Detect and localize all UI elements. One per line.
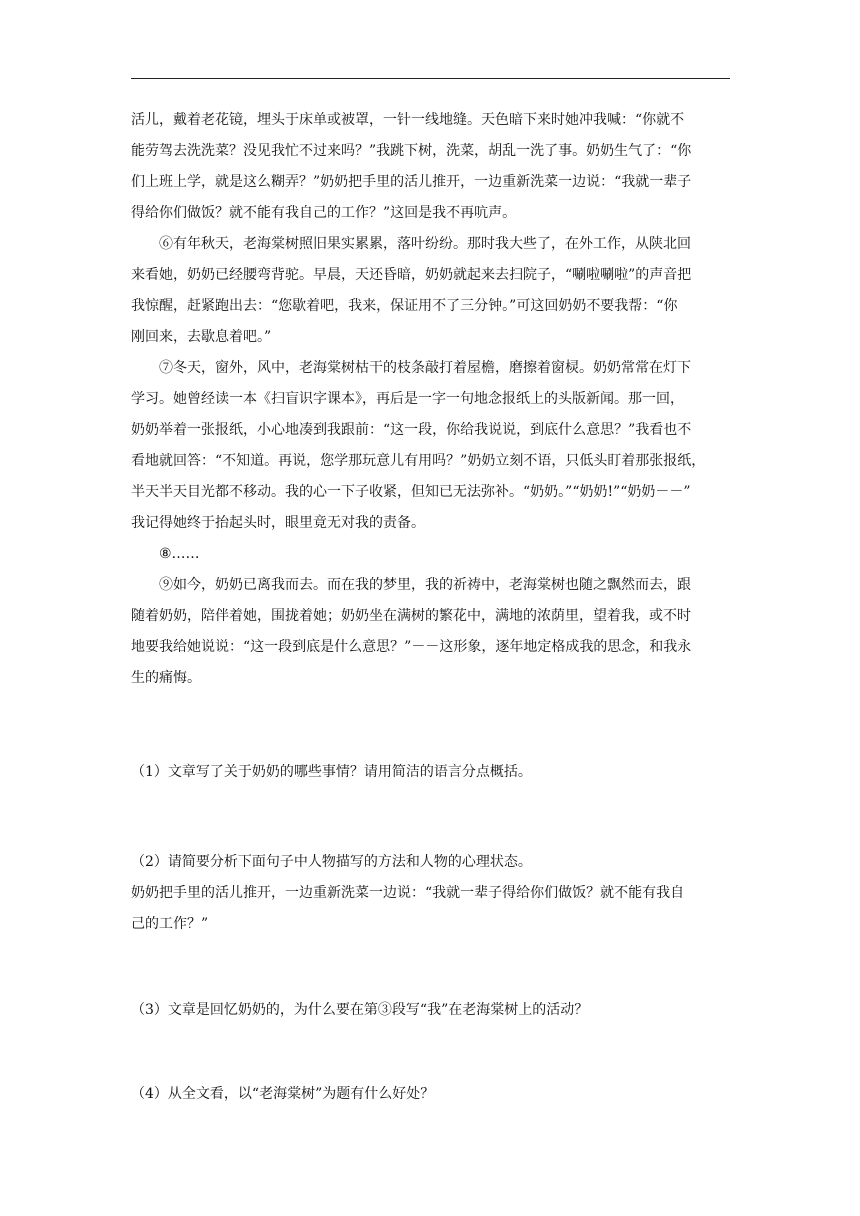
paragraph-7 xyxy=(131,353,731,539)
question-4 xyxy=(131,1079,731,1110)
text-line: ⑧…… xyxy=(159,546,200,562)
question-text: （4）从全文看，以“老海棠树”为题有什么好处？ xyxy=(131,1086,435,1102)
text-line: 们上班上学，就是这么糊弄？”奶奶把手里的活儿推开，一边重新洗菜一边说：“我就一辈子 xyxy=(131,174,692,190)
question-3 xyxy=(131,995,731,1026)
text-line: 刚回来，去歇息着吧。” xyxy=(131,329,272,345)
text-line: 活儿，戴着老花镜，埋头于床单或被罩，一针一线地缝。天色暗下来时她冲我喊：“你就不 xyxy=(131,112,685,128)
header-rule xyxy=(131,78,730,79)
text-line: 得给你们做饭？就不能有我自己的工作？”这回是我不再吭声。 xyxy=(131,205,517,221)
question-text: （2）请简要分析下面句子中人物描写的方法和人物的心理状态。 xyxy=(131,854,532,870)
text-line: 来看她，奶奶已经腰弯背驼。早晨，天还昏暗，奶奶就起来去扫院子，“唰啦唰啦”的声音把 xyxy=(131,267,692,283)
text-line: ⑨如今，奶奶已离我而去。而在我的梦里，我的祈祷中，老海棠树也随之飘然而去，跟 xyxy=(159,577,691,593)
question-1 xyxy=(131,757,731,788)
text-line: 半天半天目光都不移动。我的心一下子收紧，但知已无法弥补。“奶奶。”“奶奶!”“奶奶－－” xyxy=(131,484,691,500)
paragraph-5-tail xyxy=(131,105,731,229)
text-line: 学习。她曾经读一本《扫盲识字课本》，再后是一字一句地念报纸上的头版新闻。那一回， xyxy=(131,391,684,407)
text-line: ⑦冬天，窗外，风中，老海棠树枯干的枝条敲打着屋檐，磨擦着窗棂。奶奶常常在灯下 xyxy=(159,360,691,376)
paragraph-8 xyxy=(131,539,731,570)
quoted-sentence: 己的工作？” xyxy=(131,916,209,932)
question-text: （3）文章是回忆奶奶的，为什么要在第③段写“我”在老海棠树上的活动？ xyxy=(131,1002,589,1018)
paragraph-9 xyxy=(131,570,731,694)
text-line: ⑥有年秋天，老海棠树照旧果实累累，落叶纷纷。那时我大些了，在外工作，从陕北回 xyxy=(159,236,691,252)
text-line: 能劳驾去洗洗菜？没见我忙不过来吗？”我跳下树，洗菜，胡乱一洗了事。奶奶生气了：“你 xyxy=(131,143,692,159)
quoted-sentence: 奶奶把手里的活儿推开，一边重新洗菜一边说：“我就一辈子得给你们做饭？就不能有我自 xyxy=(131,885,685,901)
text-line: 我惊醒，赶紧跑出去：“您歇着吧，我来，保证用不了三分钟。”可这回奶奶不要我帮：“你 xyxy=(131,298,678,314)
text-line: 我记得她终于抬起头时，眼里竟无对我的责备。 xyxy=(131,515,425,531)
text-line: 随着奶奶，陪伴着她，围拢着她；奶奶坐在满树的繁花中，满地的浓荫里，望着我，或不时 xyxy=(131,608,691,624)
text-line: 奶奶举着一张报纸，小心地凑到我跟前：“这一段，你给我说说，到底什么意思？”我看也不 xyxy=(131,422,692,438)
text-line: 看地就回答：“不知道。再说，您学那玩意儿有用吗？”奶奶立刻不语，只低头盯着那张报纸， xyxy=(131,453,706,469)
question-2 xyxy=(131,847,731,940)
text-line: 地要我给她说说：“这一段到底是什么意思？”－－这形象，逐年地定格成我的思念，和我永 xyxy=(131,639,692,655)
question-text: （1）文章写了关于奶奶的哪些事情？请用简洁的语言分点概括。 xyxy=(131,764,532,780)
paragraph-6 xyxy=(131,229,731,353)
text-line: 生的痛悔。 xyxy=(131,670,201,686)
